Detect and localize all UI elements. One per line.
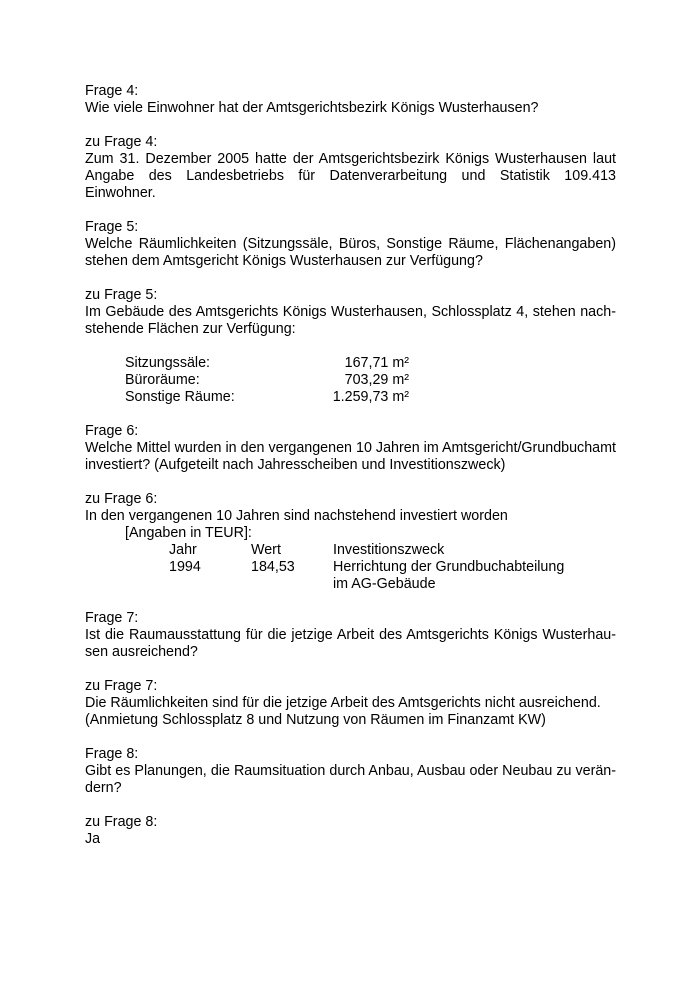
answer-6	[85, 491, 616, 593]
table-header-row	[169, 542, 616, 559]
header-year: Jahr	[169, 542, 197, 558]
answer-text-line: (Anmietung Schlossplatz 8 und Nutzung von Räumen im Finanzamt KW)	[85, 712, 546, 728]
answer-label: zu Frage 5:	[85, 287, 158, 303]
question-text: Ist die Raumausstattung für die jetzige Arbeit des Amtsgerichts Königs Wusterhau-sen ausreichend?	[85, 627, 616, 660]
answer-label: zu Frage 7:	[85, 678, 158, 694]
table-row	[169, 559, 616, 593]
question-text: Gibt es Planungen, die Raumsituation durch Anbau, Ausbau oder Neubau zu verän-dern?	[85, 763, 616, 796]
answer-5	[85, 287, 616, 406]
answer-label: zu Frage 4:	[85, 134, 158, 150]
question-label: Frage 5:	[85, 219, 139, 235]
answer-text: Zum 31. Dezember 2005 hatte der Amtsgerichtsbezirk Königs Wusterhausen laut Angabe des Landesbetriebs für Datenverarbeitung und Statistik 109.413 Einwohner.	[85, 151, 616, 201]
area-label: Sitzungssäle:	[125, 355, 211, 371]
document-page	[85, 83, 616, 848]
purpose-line: im AG-Gebäude	[333, 576, 436, 592]
question-8	[85, 746, 616, 797]
unit-note: [Angaben in TEUR]:	[125, 525, 252, 541]
area-label: Büroräume:	[125, 372, 200, 388]
area-row	[125, 355, 616, 372]
question-text: Wie viele Einwohner hat der Amtsgerichtsbezirk Königs Wusterhausen?	[85, 100, 539, 116]
header-value: Wert	[251, 542, 281, 558]
area-row	[125, 372, 616, 389]
answer-label: zu Frage 8:	[85, 814, 158, 830]
question-text: Welche Mittel wurden in den vergangenen 10 Jahren im Amtsgericht/Grundbuchamt investiert? (Aufgeteilt nach Jahresscheiben und Investitionszweck)	[85, 440, 616, 473]
question-label: Frage 4:	[85, 83, 139, 99]
question-7	[85, 610, 616, 661]
area-row	[125, 389, 616, 406]
question-4	[85, 83, 616, 117]
investment-table	[169, 542, 616, 593]
question-label: Frage 6:	[85, 423, 139, 439]
area-value: 1.259,73 m²	[332, 389, 409, 405]
question-6	[85, 423, 616, 474]
area-table	[125, 355, 616, 406]
answer-text-line: Die Räumlichkeiten sind für die jetzige Arbeit des Amtsgerichts nicht ausreichend.	[85, 695, 601, 711]
question-5	[85, 219, 616, 270]
answer-8	[85, 814, 616, 848]
cell-year: 1994	[169, 559, 201, 575]
answer-text: Ja	[85, 831, 101, 847]
answer-7	[85, 678, 616, 729]
purpose-line: Herrichtung der Grundbuchabteilung	[333, 559, 565, 575]
cell-value: 184,53	[251, 559, 295, 575]
question-text: Welche Räumlichkeiten (Sitzungssäle, Büros, Sonstige Räume, Flächenangaben) stehen dem Amtsgericht Königs Wusterhausen zur Verfügung?	[85, 236, 616, 269]
answer-text: Im Gebäude des Amtsgerichts Königs Wusterhausen, Schlossplatz 4, stehen nach-stehende Flächen zur Verfügung:	[85, 304, 616, 337]
question-label: Frage 8:	[85, 746, 139, 762]
answer-text: In den vergangenen 10 Jahren sind nachstehend investiert worden	[85, 508, 508, 524]
area-value: 703,29 m²	[344, 372, 409, 388]
question-label: Frage 7:	[85, 610, 139, 626]
answer-4	[85, 134, 616, 202]
cell-purpose	[333, 559, 583, 593]
area-value: 167,71 m²	[344, 355, 409, 371]
header-purpose: Investitionszweck	[333, 542, 445, 558]
area-label: Sonstige Räume:	[125, 389, 235, 405]
answer-label: zu Frage 6:	[85, 491, 158, 507]
